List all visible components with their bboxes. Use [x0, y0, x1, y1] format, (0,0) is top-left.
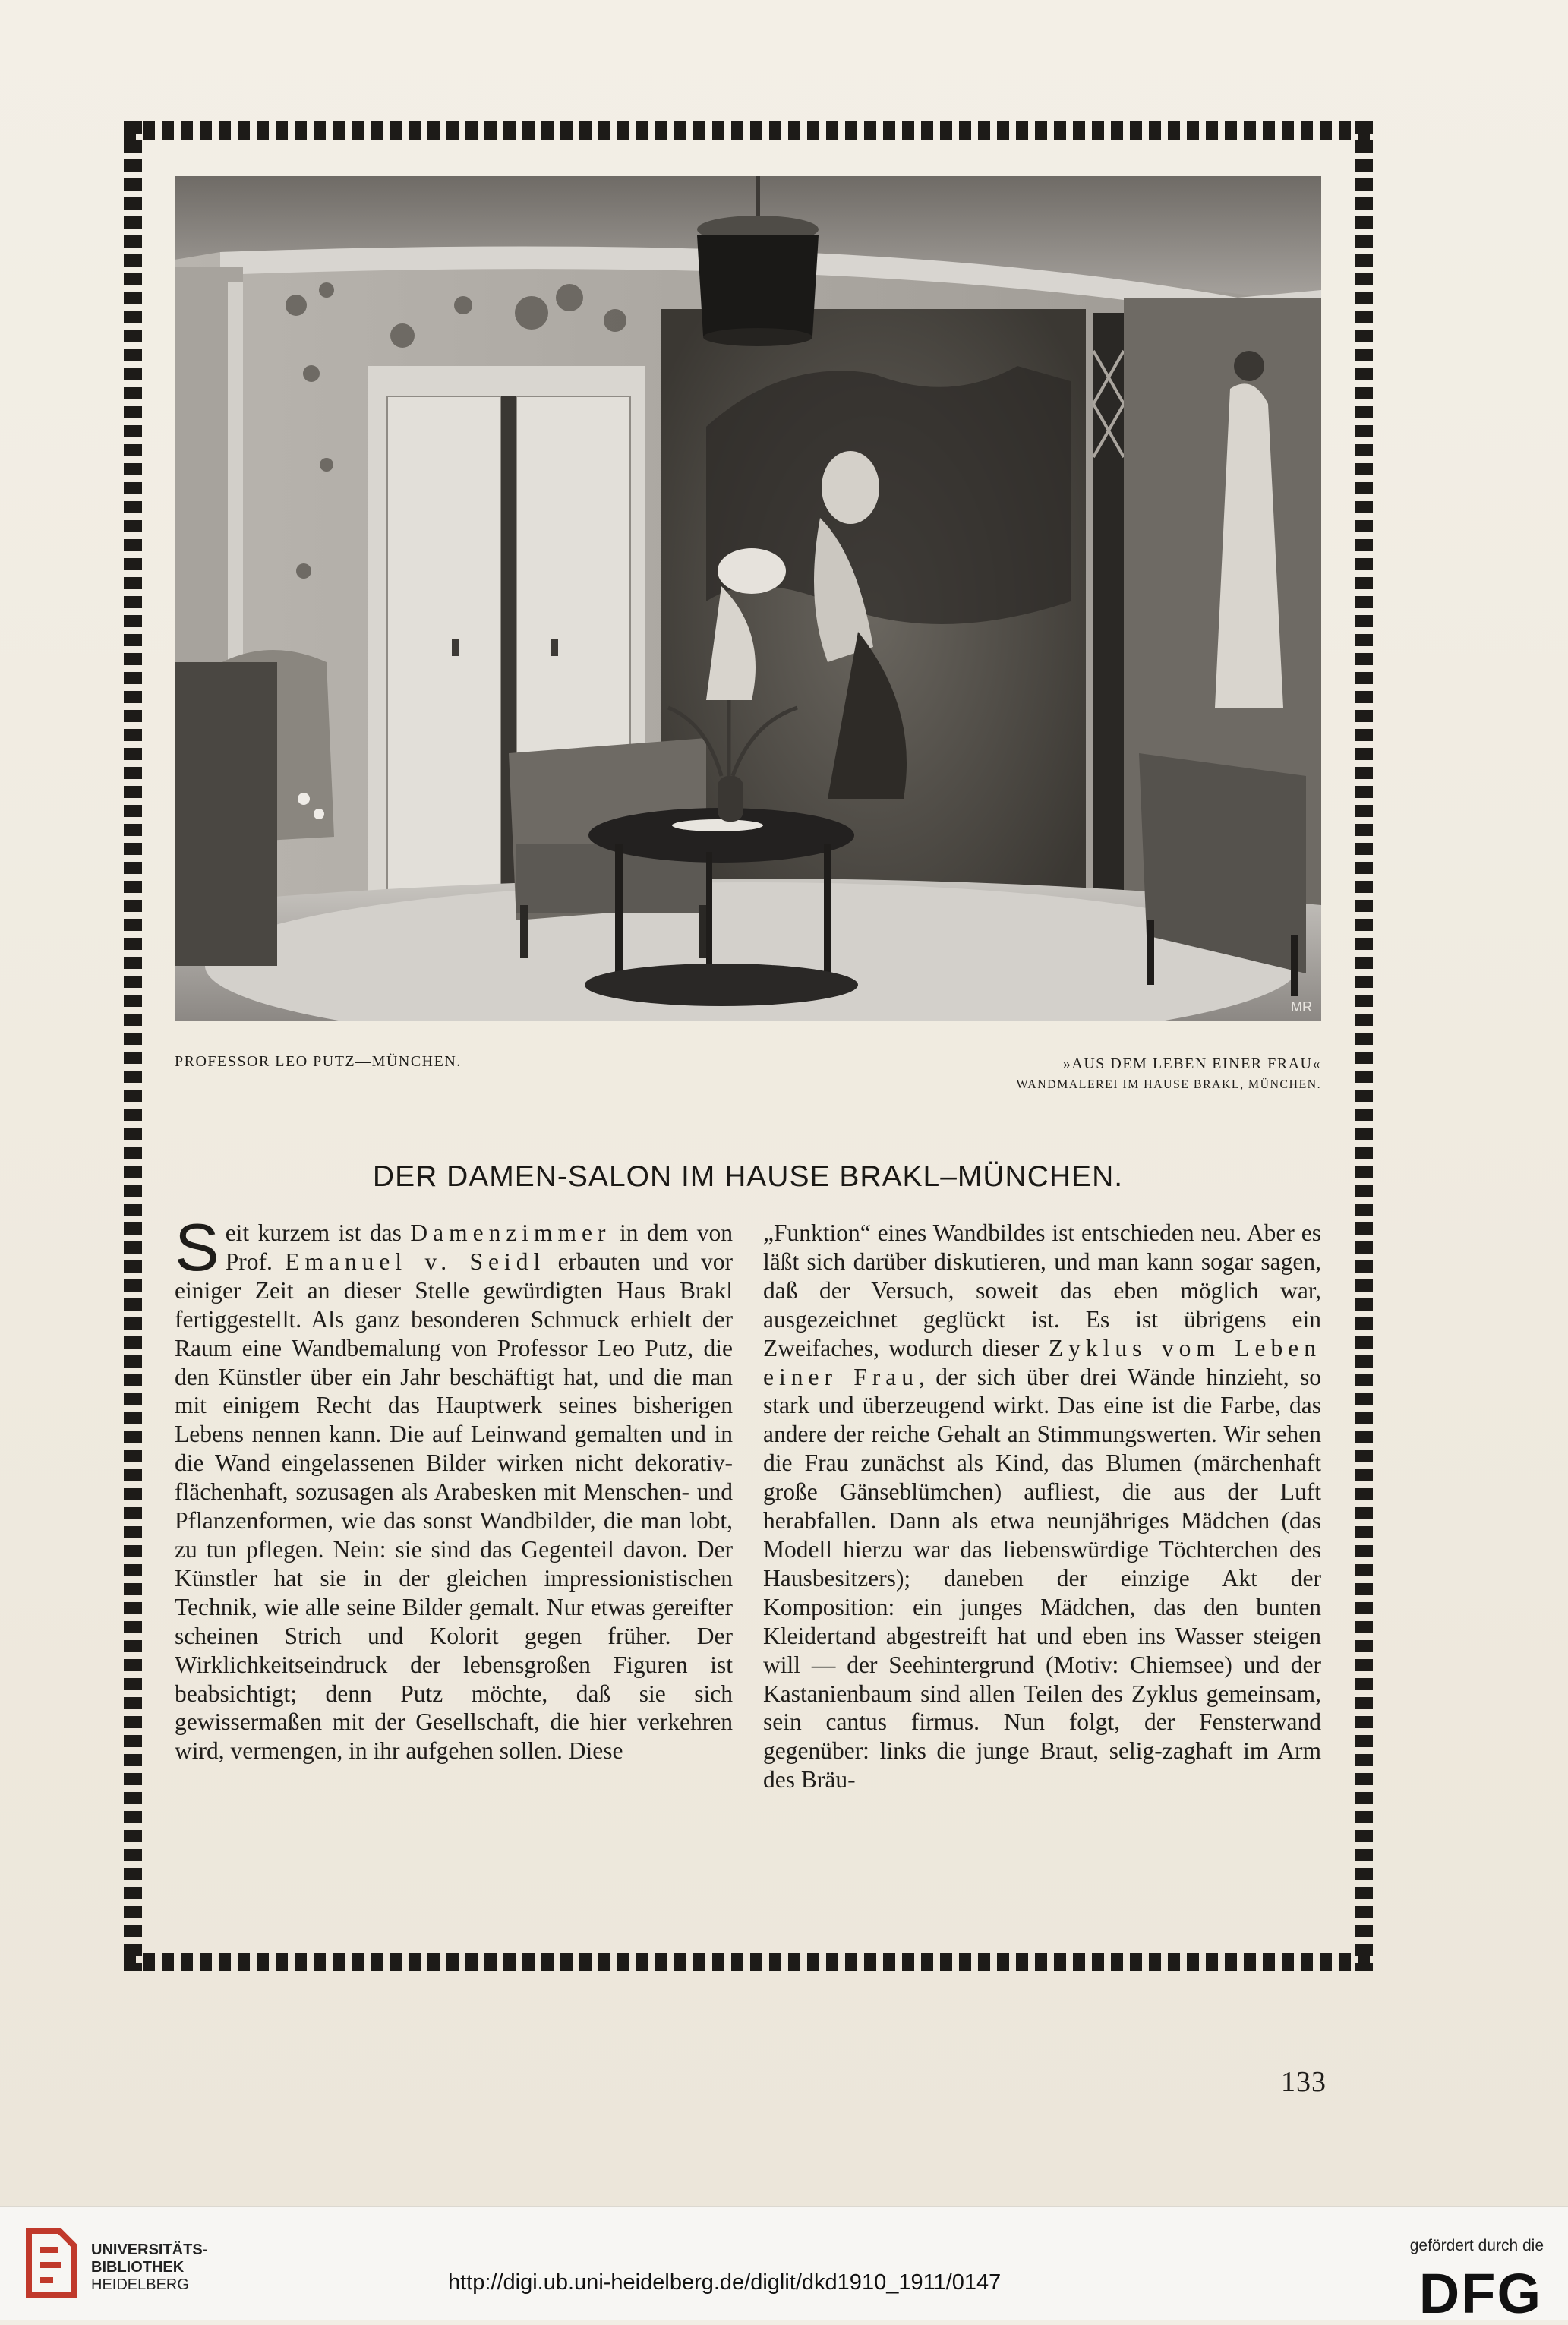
salon-photograph — [175, 176, 1321, 1021]
article-heading: DER DAMEN-SALON IM HAUSE BRAKL–MÜNCHEN. — [372, 1160, 1124, 1193]
drop-cap: S — [175, 1210, 219, 1285]
article-column-right — [763, 1219, 1321, 1794]
spaced-term: Damenzimmer — [410, 1219, 611, 1246]
photo-caption-title-line: »AUS DEM LEBEN EINER FRAU« — [1062, 1055, 1321, 1072]
photo-monogram: MR — [1291, 999, 1312, 1014]
sponsor-label: gefördert durch die — [1409, 2237, 1544, 2254]
frame-bottom-border — [124, 1953, 1373, 1971]
dfg-logo[interactable]: DFG — [1418, 2262, 1542, 2325]
frame-right-border — [1355, 121, 1373, 1971]
photo-caption-subtitle-line: WANDMALEREI IM HAUSE BRAKL, MÜNCHEN. — [1016, 1078, 1321, 1091]
photo-caption-artist: PROFESSOR LEO PUTZ—MÜNCHEN. — [175, 1053, 462, 1070]
salon-photograph-illustration — [175, 176, 1321, 1021]
spaced-term: Zyklus vom Leben einer Frau — [763, 1334, 1321, 1390]
photo-caption-title — [1016, 1053, 1321, 1096]
article-text: erbauten und vor einiger Zeit an dieser Stelle gewürdigten Haus Brakl fertiggestellt. Als ganz besonderen Schmuck erhielt der Raum eine Wandbemalung von Professor Leo Putz, die den Künstler über ein Jahr beschäftigt hat, und die man mit einigem Recht das Hauptwerk seines bisherigen Lebens nennen kann. Die auf Leinwand gemalten und in die Wand eingelassenen Bilder wirken nicht dekorativ-flächenhaft, sozusagen als Arabesken mit Menschen- und Pflanzenformen, wie das sonst Wandbilder, die man lobt, zu tun pflegen. Nein: sie sind das Gegenteil davon. Der Künstler hat sie in der gleichen impressionistischen Technik, wie alle seine Bilder gemalt. Nur etwas gereifter scheinen Strich und Kolorit gegen früher. Der Wirklichkeitseindruck der lebensgroßen Figuren ist beabsichtigt; denn Putz möchte, daß sie sich gewissermaßen mit der Gesellschaft, die hier verkehren wird, vermengen, in ihr aufgehen sollen. Diese — [175, 1248, 734, 1765]
university-library-logo-icon[interactable] — [14, 2223, 84, 2311]
frame-left-border — [124, 121, 142, 1971]
article-column-left — [175, 1210, 734, 1765]
university-library-name — [91, 2241, 207, 2294]
article-text: eit kurzem ist das — [225, 1219, 411, 1246]
spaced-name: Emanuel v. Seidl — [285, 1248, 546, 1275]
article-text: , der sich über drei Wände hinzieht, so stark und überzeugend wirkt. Das eine ist die Farbe, das andere der reiche Gehalt an Stimmungswerten. Wir sehen die Frau zunächst als Kind, das Blumen (märchenhaft große Gänseblümchen) aufliest, die aus der Luft herabfallen. Dann als etwa neunjähriges Mädchen (das Modell hierzu war das liebenswürdige Töchterchen des Hausbesitzers); daneben der einzige Akt der Komposition: ein junges Mädchen, das den bunten Kleidertand abgestreift hat und eben ins Wasser steigen will — der Seehintergrund (Motiv: Chiemsee) und der Kastanienbaum sind allen Teilen des Zyklus gemeinsam, sein cantus firmus. Nun folgt, der Fensterwand gegenüber: links die junge Braut, selig-zaghaft im Arm des Bräu- — [763, 1363, 1321, 1793]
digitization-footer — [0, 2206, 1568, 2325]
library-name-line: HEIDELBERG — [91, 2276, 189, 2293]
frame-top-border — [124, 121, 1373, 140]
permalink-url[interactable]: http://digi.ub.uni-heidelberg.de/diglit/dkd1910_1911/0147 — [448, 2270, 1002, 2295]
library-name-line: UNIVERSITÄTS- — [91, 2241, 208, 2258]
article-text: in dem von Prof. — [225, 1219, 733, 1275]
article-text: „Funktion“ eines Wandbildes ist entschieden neu. Aber es läßt sich darüber diskutieren, und man kann sogar sagen, daß der Versuch, soweit das eben möglich war, ausgezeichnet geglückt ist. Es ist übrigens ein Zweifaches, wodurch dieser — [763, 1219, 1321, 1361]
library-name-line: BIBLIOTHEK — [91, 2259, 185, 2276]
page-number: 133 — [1281, 2066, 1327, 2098]
